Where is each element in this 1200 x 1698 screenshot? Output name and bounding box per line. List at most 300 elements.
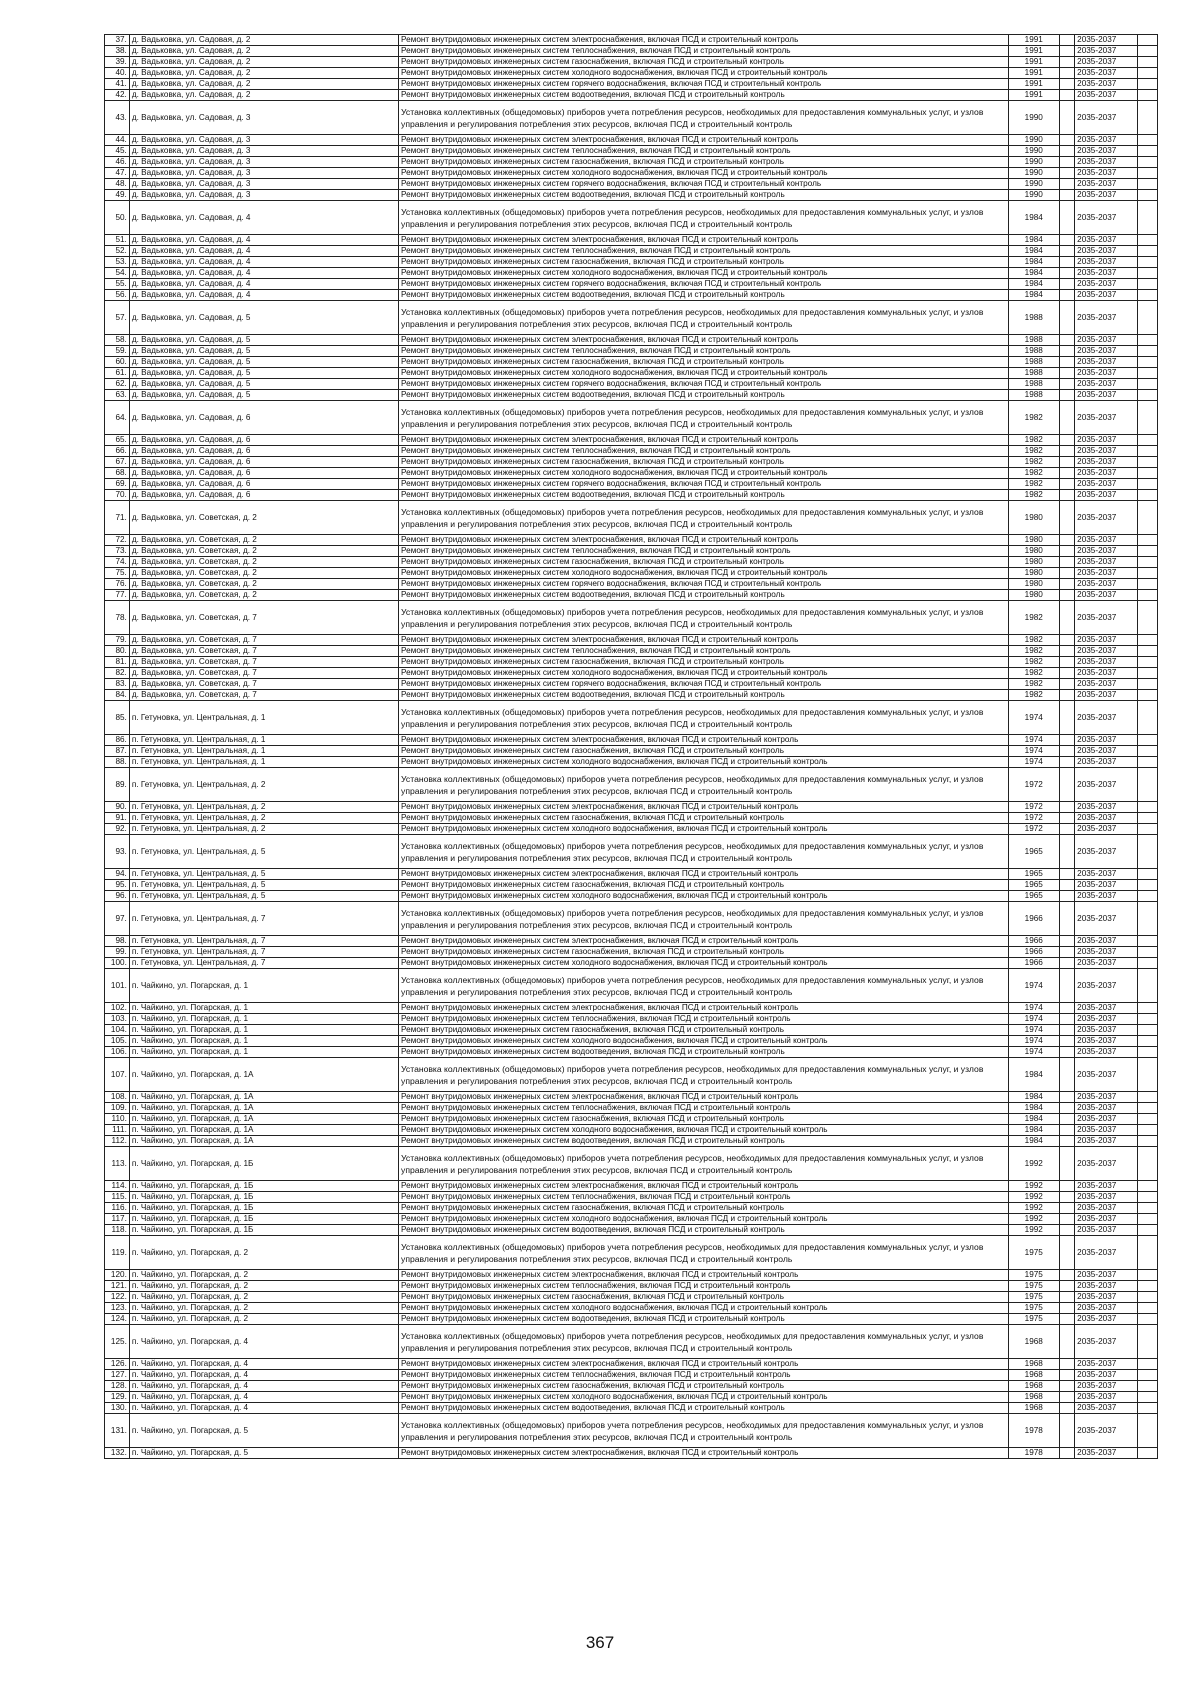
commission-year: 1984 [1008,1136,1059,1147]
building-address: д. Вадьковка, ул. Садовая, д. 6 [129,446,398,457]
table-row [105,880,1158,891]
table-row [105,335,1158,346]
table-row [105,235,1158,246]
row-number: 82. [105,668,130,679]
empty-cell [1138,1058,1158,1092]
empty-cell [1138,1014,1158,1025]
building-address: п. Чайкино, ул. Погарская, д. 2 [129,1314,398,1325]
work-description: Ремонт внутридомовых инженерных систем газоснабжения, включая ПСД и строительный контроль [399,1114,1009,1125]
empty-cell [1059,468,1075,479]
work-description: Ремонт внутридомовых инженерных систем газоснабжения, включая ПСД и строительный контроль [399,746,1009,757]
commission-year: 1988 [1008,357,1059,368]
work-description: Ремонт внутридомовых инженерных систем электроснабжения, включая ПСД и строительный контроль [399,802,1009,813]
empty-cell [1138,1225,1158,1236]
table-row [105,1270,1158,1281]
work-description: Ремонт внутридомовых инженерных систем электроснабжения, включая ПСД и строительный контроль [399,235,1009,246]
work-description: Ремонт внутридомовых инженерных систем теплоснабжения, включая ПСД и строительный контроль [399,1281,1009,1292]
table-row [105,824,1158,835]
building-address: п. Чайкино, ул. Погарская, д. 1А [129,1125,398,1136]
empty-cell [1059,168,1075,179]
building-address: п. Чайкино, ул. Погарская, д. 1Б [129,1225,398,1236]
empty-cell [1138,290,1158,301]
repair-period: 2035-2037 [1075,1325,1138,1359]
work-description: Ремонт внутридомовых инженерных систем водоотведения, включая ПСД и строительный контроль [399,190,1009,201]
empty-cell [1059,1047,1075,1058]
empty-cell [1138,1359,1158,1370]
table-row [105,1292,1158,1303]
building-address: д. Вадьковка, ул. Советская, д. 7 [129,657,398,668]
work-description: Установка коллективных (общедомовых) приборов учета потребления ресурсов, необходимых для предоставления коммунальных услуг, и узлов управления и регулирования потребления этих ресурсов, включая ПСД и строительный контроль [399,1414,1009,1448]
empty-cell [1059,958,1075,969]
repair-period: 2035-2037 [1075,1114,1138,1125]
commission-year: 1990 [1008,135,1059,146]
building-address: д. Вадьковка, ул. Садовая, д. 2 [129,90,398,101]
repair-period: 2035-2037 [1075,179,1138,190]
row-number: 52. [105,246,130,257]
work-description: Ремонт внутридомовых инженерных систем электроснабжения, включая ПСД и строительный контроль [399,869,1009,880]
row-number: 66. [105,446,130,457]
work-description: Ремонт внутридомовых инженерных систем водоотведения, включая ПСД и строительный контроль [399,290,1009,301]
empty-cell [1059,379,1075,390]
empty-cell [1059,824,1075,835]
table-row [105,1370,1158,1381]
row-number: 91. [105,813,130,824]
repair-period: 2035-2037 [1075,1448,1138,1459]
repair-period: 2035-2037 [1075,657,1138,668]
table-row [105,958,1158,969]
work-description: Ремонт внутридомовых инженерных систем газоснабжения, включая ПСД и строительный контроль [399,657,1009,668]
repair-period: 2035-2037 [1075,379,1138,390]
repair-period: 2035-2037 [1075,57,1138,68]
empty-cell [1138,135,1158,146]
row-number: 84. [105,690,130,701]
row-number: 87. [105,746,130,757]
repair-period: 2035-2037 [1075,735,1138,746]
empty-cell [1059,690,1075,701]
table-row [105,435,1158,446]
commission-year: 1988 [1008,390,1059,401]
repair-period: 2035-2037 [1075,1014,1138,1025]
table-row [105,1147,1158,1181]
building-address: д. Вадьковка, ул. Садовая, д. 5 [129,357,398,368]
empty-cell [1138,468,1158,479]
work-description: Ремонт внутридомовых инженерных систем газоснабжения, включая ПСД и строительный контроль [399,157,1009,168]
empty-cell [1138,1181,1158,1192]
repair-period: 2035-2037 [1075,1103,1138,1114]
empty-cell [1138,246,1158,257]
work-description: Ремонт внутридомовых инженерных систем теплоснабжения, включая ПСД и строительный контроль [399,546,1009,557]
table-row [105,601,1158,635]
building-address: п. Чайкино, ул. Погарская, д. 4 [129,1325,398,1359]
commission-year: 1982 [1008,457,1059,468]
empty-cell [1059,1136,1075,1147]
empty-cell [1059,235,1075,246]
empty-cell [1138,401,1158,435]
repair-period: 2035-2037 [1075,1025,1138,1036]
work-description: Ремонт внутридомовых инженерных систем электроснабжения, включая ПСД и строительный контроль [399,635,1009,646]
table-row [105,190,1158,201]
table-row [105,1448,1158,1459]
building-address: п. Чайкино, ул. Погарская, д. 1А [129,1103,398,1114]
empty-cell [1059,1370,1075,1381]
row-number: 53. [105,257,130,268]
empty-cell [1059,735,1075,746]
row-number: 51. [105,235,130,246]
table-row [105,1092,1158,1103]
building-address: п. Чайкино, ул. Погарская, д. 1А [129,1136,398,1147]
empty-cell [1138,969,1158,1003]
building-address: п. Чайкино, ул. Погарская, д. 2 [129,1270,398,1281]
row-number: 40. [105,68,130,79]
empty-cell [1138,768,1158,802]
building-address: п. Чайкино, ул. Погарская, д. 1А [129,1092,398,1103]
table-row [105,290,1158,301]
table-row [105,835,1158,869]
work-description: Ремонт внутридомовых инженерных систем водоотведения, включая ПСД и строительный контроль [399,1047,1009,1058]
table-row [105,746,1158,757]
empty-cell [1138,1192,1158,1203]
work-description: Ремонт внутридомовых инженерных систем холодного водоснабжения, включая ПСД и строительный контроль [399,1036,1009,1047]
building-address: д. Вадьковка, ул. Садовая, д. 3 [129,135,398,146]
commission-year: 1990 [1008,168,1059,179]
building-address: д. Вадьковка, ул. Садовая, д. 3 [129,179,398,190]
empty-cell [1138,257,1158,268]
building-address: п. Гетуновка, ул. Центральная, д. 7 [129,947,398,958]
empty-cell [1138,568,1158,579]
work-description: Ремонт внутридомовых инженерных систем холодного водоснабжения, включая ПСД и строительный контроль [399,468,1009,479]
empty-cell [1059,1236,1075,1270]
commission-year: 1982 [1008,468,1059,479]
table-row [105,1181,1158,1192]
commission-year: 1982 [1008,690,1059,701]
commission-year: 1990 [1008,146,1059,157]
empty-cell [1059,768,1075,802]
table-row [105,279,1158,290]
commission-year: 1975 [1008,1292,1059,1303]
work-description: Ремонт внутридомовых инженерных систем водоотведения, включая ПСД и строительный контроль [399,390,1009,401]
empty-cell [1059,457,1075,468]
empty-cell [1059,179,1075,190]
building-address: д. Вадьковка, ул. Садовая, д. 3 [129,190,398,201]
empty-cell [1138,1125,1158,1136]
table-row [105,390,1158,401]
building-address: п. Гетуновка, ул. Центральная, д. 5 [129,835,398,869]
work-description: Установка коллективных (общедомовых) приборов учета потребления ресурсов, необходимых для предоставления коммунальных услуг, и узлов управления и регулирования потребления этих ресурсов, включая ПСД и строительный контроль [399,701,1009,735]
empty-cell [1059,1181,1075,1192]
building-address: п. Гетуновка, ул. Центральная, д. 1 [129,701,398,735]
table-row [105,657,1158,668]
commission-year: 1982 [1008,490,1059,501]
row-number: 104. [105,1025,130,1036]
building-address: п. Гетуновка, ул. Центральная, д. 7 [129,902,398,936]
work-description: Ремонт внутридомовых инженерных систем горячего водоснабжения, включая ПСД и строительный контроль [399,279,1009,290]
repair-period: 2035-2037 [1075,301,1138,335]
work-description: Ремонт внутридомовых инженерных систем электроснабжения, включая ПСД и строительный контроль [399,1003,1009,1014]
empty-cell [1138,379,1158,390]
repair-period: 2035-2037 [1075,268,1138,279]
repair-period: 2035-2037 [1075,368,1138,379]
empty-cell [1138,68,1158,79]
building-address: п. Гетуновка, ул. Центральная, д. 5 [129,880,398,891]
building-address: д. Вадьковка, ул. Советская, д. 7 [129,668,398,679]
empty-cell [1138,1314,1158,1325]
work-description: Ремонт внутридомовых инженерных систем газоснабжения, включая ПСД и строительный контроль [399,1292,1009,1303]
building-address: д. Вадьковка, ул. Советская, д. 2 [129,568,398,579]
building-address: п. Чайкино, ул. Погарская, д. 4 [129,1381,398,1392]
commission-year: 1984 [1008,1103,1059,1114]
work-description: Ремонт внутридомовых инженерных систем газоснабжения, включая ПСД и строительный контроль [399,1025,1009,1036]
work-description: Ремонт внутридомовых инженерных систем горячего водоснабжения, включая ПСД и строительный контроль [399,379,1009,390]
work-description: Ремонт внутридомовых инженерных систем холодного водоснабжения, включая ПСД и строительный контроль [399,1303,1009,1314]
commission-year: 1974 [1008,735,1059,746]
work-description: Ремонт внутридомовых инженерных систем холодного водоснабжения, включая ПСД и строительный контроль [399,168,1009,179]
table-row [105,690,1158,701]
repair-period: 2035-2037 [1075,279,1138,290]
empty-cell [1138,1414,1158,1448]
empty-cell [1059,435,1075,446]
empty-cell [1138,46,1158,57]
row-number: 44. [105,135,130,146]
commission-year: 1992 [1008,1181,1059,1192]
empty-cell [1138,601,1158,635]
table-row [105,357,1158,368]
commission-year: 1968 [1008,1370,1059,1381]
row-number: 69. [105,479,130,490]
commission-year: 1972 [1008,768,1059,802]
empty-cell [1059,1392,1075,1403]
commission-year: 1982 [1008,646,1059,657]
table-row [105,568,1158,579]
row-number: 57. [105,301,130,335]
empty-cell [1059,279,1075,290]
row-number: 112. [105,1136,130,1147]
empty-cell [1059,646,1075,657]
work-description: Ремонт внутридомовых инженерных систем электроснабжения, включая ПСД и строительный контроль [399,435,1009,446]
empty-cell [1138,1103,1158,1114]
building-address: п. Чайкино, ул. Погарская, д. 2 [129,1303,398,1314]
empty-cell [1138,301,1158,335]
empty-cell [1059,390,1075,401]
commission-year: 1972 [1008,813,1059,824]
empty-cell [1059,57,1075,68]
commission-year: 1978 [1008,1414,1059,1448]
repair-period: 2035-2037 [1075,457,1138,468]
commission-year: 1984 [1008,1058,1059,1092]
table-row [105,479,1158,490]
building-address: д. Вадьковка, ул. Садовая, д. 4 [129,290,398,301]
commission-year: 1991 [1008,79,1059,90]
work-description: Ремонт внутридомовых инженерных систем газоснабжения, включая ПСД и строительный контроль [399,57,1009,68]
commission-year: 1984 [1008,290,1059,301]
repair-period: 2035-2037 [1075,1147,1138,1181]
row-number: 116. [105,1203,130,1214]
table-row [105,1414,1158,1448]
work-description: Ремонт внутридомовых инженерных систем газоснабжения, включая ПСД и строительный контроль [399,947,1009,958]
building-address: д. Вадьковка, ул. Советская, д. 2 [129,546,398,557]
work-description: Ремонт внутридомовых инженерных систем горячего водоснабжения, включая ПСД и строительный контроль [399,79,1009,90]
table-row [105,1236,1158,1270]
row-number: 77. [105,590,130,601]
commission-year: 1974 [1008,1036,1059,1047]
building-address: п. Чайкино, ул. Погарская, д. 1Б [129,1181,398,1192]
building-address: д. Вадьковка, ул. Садовая, д. 4 [129,279,398,290]
building-address: д. Вадьковка, ул. Садовая, д. 3 [129,168,398,179]
row-number: 110. [105,1114,130,1125]
work-description: Ремонт внутридомовых инженерных систем электроснабжения, включая ПСД и строительный контроль [399,535,1009,546]
building-address: п. Чайкино, ул. Погарская, д. 1 [129,1025,398,1036]
work-description: Ремонт внутридомовых инженерных систем теплоснабжения, включая ПСД и строительный контроль [399,646,1009,657]
empty-cell [1059,301,1075,335]
work-description: Ремонт внутридомовых инженерных систем холодного водоснабжения, включая ПСД и строительный контроль [399,368,1009,379]
building-address: д. Вадьковка, ул. Советская, д. 2 [129,590,398,601]
work-description: Ремонт внутридомовых инженерных систем электроснабжения, включая ПСД и строительный контроль [399,1448,1009,1459]
empty-cell [1059,1058,1075,1092]
empty-cell [1059,590,1075,601]
repair-period: 2035-2037 [1075,902,1138,936]
building-address: д. Вадьковка, ул. Садовая, д. 3 [129,101,398,135]
empty-cell [1138,802,1158,813]
empty-cell [1138,757,1158,768]
table-row [105,368,1158,379]
commission-year: 1984 [1008,268,1059,279]
row-number: 128. [105,1381,130,1392]
work-description: Ремонт внутридомовых инженерных систем электроснабжения, включая ПСД и строительный контроль [399,35,1009,46]
repair-period: 2035-2037 [1075,1225,1138,1236]
table-row [105,1114,1158,1125]
table-row [105,301,1158,335]
empty-cell [1138,690,1158,701]
repair-period: 2035-2037 [1075,869,1138,880]
work-description: Ремонт внутридомовых инженерных систем электроснабжения, включая ПСД и строительный контроль [399,1359,1009,1370]
repair-period: 2035-2037 [1075,1303,1138,1314]
building-address: п. Чайкино, ул. Погарская, д. 1Б [129,1214,398,1225]
commission-year: 1980 [1008,501,1059,535]
building-address: п. Гетуновка, ул. Центральная, д. 1 [129,757,398,768]
repair-period: 2035-2037 [1075,1192,1138,1203]
work-description: Ремонт внутридомовых инженерных систем теплоснабжения, включая ПСД и строительный контроль [399,1103,1009,1114]
empty-cell [1138,679,1158,690]
empty-cell [1138,357,1158,368]
row-number: 98. [105,936,130,947]
repair-period: 2035-2037 [1075,401,1138,435]
work-description: Ремонт внутридомовых инженерных систем холодного водоснабжения, включая ПСД и строительный контроль [399,1125,1009,1136]
building-address: п. Чайкино, ул. Погарская, д. 1Б [129,1203,398,1214]
repair-period: 2035-2037 [1075,390,1138,401]
row-number: 101. [105,969,130,1003]
repair-period: 2035-2037 [1075,190,1138,201]
empty-cell [1138,880,1158,891]
empty-cell [1059,1225,1075,1236]
building-address: п. Гетуновка, ул. Центральная, д. 2 [129,813,398,824]
empty-cell [1059,535,1075,546]
repair-period: 2035-2037 [1075,568,1138,579]
row-number: 83. [105,679,130,690]
empty-cell [1138,1047,1158,1058]
empty-cell [1059,668,1075,679]
work-description: Ремонт внутридомовых инженерных систем газоснабжения, включая ПСД и строительный контроль [399,457,1009,468]
commission-year: 1975 [1008,1281,1059,1292]
repair-period: 2035-2037 [1075,535,1138,546]
building-address: д. Вадьковка, ул. Советская, д. 7 [129,690,398,701]
row-number: 58. [105,335,130,346]
repair-period: 2035-2037 [1075,157,1138,168]
row-number: 76. [105,579,130,590]
table-row [105,1014,1158,1025]
empty-cell [1059,601,1075,635]
repair-period: 2035-2037 [1075,290,1138,301]
table-row [105,757,1158,768]
commission-year: 1975 [1008,1303,1059,1314]
table-row [105,579,1158,590]
work-description: Ремонт внутридомовых инженерных систем электроснабжения, включая ПСД и строительный контроль [399,1092,1009,1103]
building-address: п. Гетуновка, ул. Центральная, д. 1 [129,735,398,746]
commission-year: 1966 [1008,936,1059,947]
row-number: 45. [105,146,130,157]
commission-year: 1980 [1008,546,1059,557]
empty-cell [1059,579,1075,590]
repair-period: 2035-2037 [1075,1036,1138,1047]
commission-year: 1984 [1008,246,1059,257]
empty-cell [1059,368,1075,379]
table-row [105,701,1158,735]
building-address: д. Вадьковка, ул. Садовая, д. 4 [129,235,398,246]
work-description: Ремонт внутридомовых инженерных систем водоотведения, включая ПСД и строительный контроль [399,1403,1009,1414]
work-description: Установка коллективных (общедомовых) приборов учета потребления ресурсов, необходимых для предоставления коммунальных услуг, и узлов управления и регулирования потребления этих ресурсов, включая ПСД и строительный контроль [399,501,1009,535]
row-number: 74. [105,557,130,568]
empty-cell [1059,35,1075,46]
repair-period: 2035-2037 [1075,90,1138,101]
empty-cell [1059,813,1075,824]
row-number: 43. [105,101,130,135]
work-description: Ремонт внутридомовых инженерных систем теплоснабжения, включая ПСД и строительный контроль [399,46,1009,57]
empty-cell [1059,635,1075,646]
row-number: 131. [105,1414,130,1448]
table-row [105,1392,1158,1403]
row-number: 129. [105,1392,130,1403]
commission-year: 1992 [1008,1214,1059,1225]
empty-cell [1059,557,1075,568]
repair-period: 2035-2037 [1075,1003,1138,1014]
row-number: 118. [105,1225,130,1236]
repair-period: 2035-2037 [1075,891,1138,902]
empty-cell [1138,1236,1158,1270]
building-address: д. Вадьковка, ул. Садовая, д. 6 [129,479,398,490]
row-number: 103. [105,1014,130,1025]
table-row [105,590,1158,601]
commission-year: 1984 [1008,201,1059,235]
commission-year: 1972 [1008,802,1059,813]
building-address: п. Чайкино, ул. Погарская, д. 1А [129,1114,398,1125]
empty-cell [1059,1292,1075,1303]
building-address: д. Вадьковка, ул. Садовая, д. 5 [129,390,398,401]
row-number: 86. [105,735,130,746]
building-address: д. Вадьковка, ул. Садовая, д. 5 [129,346,398,357]
commission-year: 1984 [1008,235,1059,246]
table-row [105,101,1158,135]
building-address: д. Вадьковка, ул. Советская, д. 7 [129,679,398,690]
row-number: 55. [105,279,130,290]
repair-period: 2035-2037 [1075,1214,1138,1225]
building-address: п. Чайкино, ул. Погарская, д. 1 [129,969,398,1003]
empty-cell [1059,880,1075,891]
empty-cell [1138,390,1158,401]
row-number: 56. [105,290,130,301]
table-row [105,891,1158,902]
building-address: д. Вадьковка, ул. Садовая, д. 2 [129,68,398,79]
table-row [105,1136,1158,1147]
table-row [105,1381,1158,1392]
empty-cell [1059,446,1075,457]
